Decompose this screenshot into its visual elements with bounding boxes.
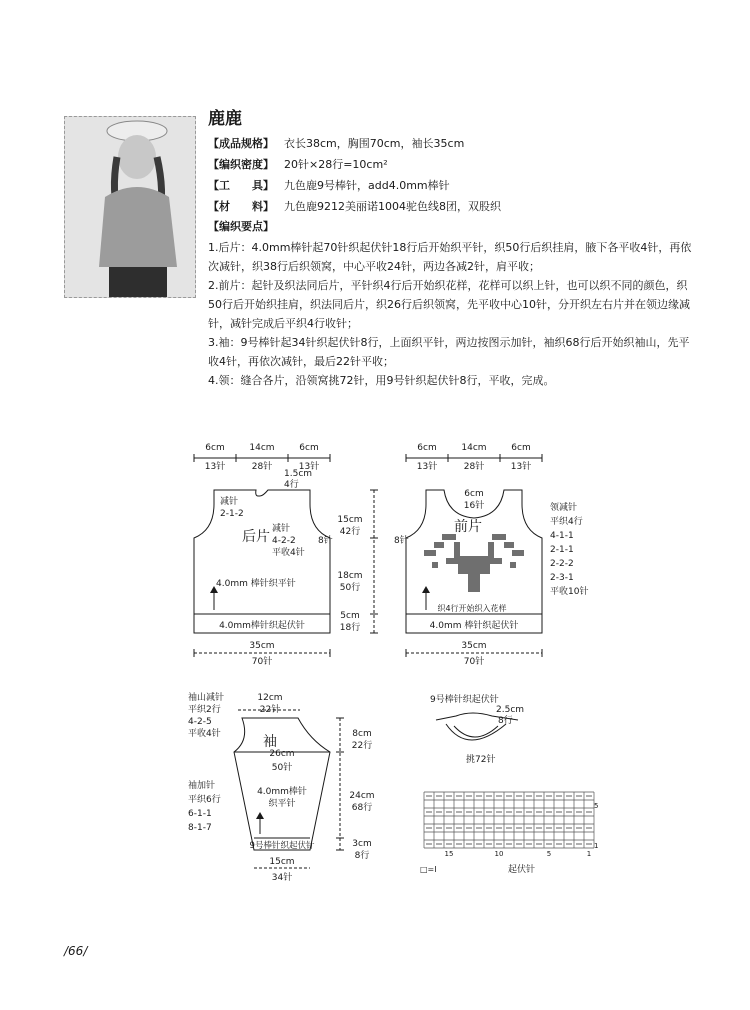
spec-tools <box>208 179 450 193</box>
back-rib-label: 4.0mm棒针织起伏针 <box>219 621 305 631</box>
back-top-st-right: 13针 <box>298 462 320 472</box>
sleeve-top-cm: 12cm <box>257 693 283 703</box>
front-piece-name: 前片 <box>454 519 482 535</box>
sleeve-inc-3: 6-1-1 <box>188 809 212 819</box>
front-width-st: 70针 <box>463 657 485 667</box>
sleeve-right-cm-3: 3cm <box>352 839 372 849</box>
back-arm-dec: 减针 <box>272 524 291 534</box>
front-pattern-note: 织4行开始织入花样 <box>437 604 507 613</box>
sleeve-bottom-st: 34针 <box>271 873 293 883</box>
sleeve-body-label-2: 织平针 <box>268 799 296 809</box>
spec-gauge-value: 20针×28行=10cm² <box>284 158 388 171</box>
spec-size-value: 衣长38cm，胸围70cm，袖长35cm <box>284 137 465 150</box>
requirement-collar: 4.领：缝合各片，沿领窝挑72针，用9号针织起伏针8行，平收，完成。 <box>208 374 555 387</box>
back-piece-diagram <box>180 438 390 668</box>
back-right-cm-2: 18cm <box>337 571 363 581</box>
back-right-rows-1: 42行 <box>339 527 361 537</box>
front-top-cm-right: 6cm <box>511 443 531 453</box>
back-top-st-mid: 28针 <box>251 462 273 472</box>
front-top-cm-mid: 14cm <box>461 443 487 453</box>
collar-pick: 挑72针 <box>466 755 496 765</box>
collar-diagram <box>418 690 538 770</box>
chart-row-num-1: 1 <box>594 842 599 850</box>
back-right-cm-3: 5cm <box>340 611 360 621</box>
sleeve-body-label-1: 4.0mm棒针 <box>257 787 307 797</box>
sleeve-rib-label: 9号棒针织起伏针 <box>249 841 315 851</box>
requirements-heading <box>208 220 284 234</box>
front-width-cm: 35cm <box>461 641 487 651</box>
requirements-label: 【编织要点】 <box>208 220 274 233</box>
back-arm-seq: 4-2-2 <box>272 536 296 546</box>
sleeve-cap-4: 平收4针 <box>188 729 221 739</box>
sleeve-top-st: 22针 <box>259 705 281 715</box>
back-neck-rows: 4行 <box>284 480 299 490</box>
front-neck-cm: 6cm <box>464 489 484 499</box>
front-neck-dec-2: 平织4行 <box>550 517 583 527</box>
front-top-st-left: 13针 <box>416 462 438 472</box>
requirement-back: 1.后片：4.0mm棒针起70针织起伏针18行后开始织平针，织50行后织挂肩，腋下各平收4针，再依次减针，织38行后织领窝，中心平收24针，两边各减2针，肩平收； <box>208 241 692 273</box>
front-neck-st: 16针 <box>463 501 485 511</box>
back-arm-bind: 平收4针 <box>272 548 305 558</box>
spec-tools-label: 【工 具】 <box>208 179 274 192</box>
sleeve-width-cm: 26cm <box>269 749 295 759</box>
back-piece-name: 后片 <box>242 529 270 545</box>
spec-materials <box>208 200 501 214</box>
spec-gauge-label: 【编织密度】 <box>208 158 274 171</box>
chart-row-num-5: 5 <box>594 802 599 810</box>
model-photo-illustration <box>65 117 195 297</box>
sleeve-inc-4: 8-1-7 <box>188 823 212 833</box>
requirement-front: 2.前片：起针及织法同后片，平针织4行后开始织花样，花样可以织上针，也可以织不同的颜色，织50行后开始织挂肩，织法同后片，织26行后织领窝，先平收中心10针，分开织左右片并在领边缘减针，减针完成后平织4行收针； <box>208 279 690 330</box>
chart-col-num-5: 5 <box>546 850 552 858</box>
sleeve-right-rows-1: 22行 <box>351 741 373 751</box>
sleeve-inc-title: 袖加针 <box>188 781 216 791</box>
sleeve-cap-title: 袖山减针 <box>188 693 225 703</box>
deer-motif <box>424 534 524 592</box>
collar-title: 9号棒针织起伏针 <box>430 695 499 705</box>
back-top-cm-left: 6cm <box>205 443 225 453</box>
back-width-cm: 35cm <box>249 641 275 651</box>
back-right-rows-2: 50行 <box>339 583 361 593</box>
sleeve-right-rows-2: 68行 <box>351 803 373 813</box>
front-top-st-mid: 28针 <box>463 462 485 472</box>
sleeve-inc-2: 平织6行 <box>188 795 221 805</box>
stitch-chart <box>418 786 608 878</box>
front-neck-dec-6: 2-3-1 <box>550 573 574 583</box>
front-neck-dec-4: 2-1-1 <box>550 545 574 555</box>
back-body-label: 4.0mm 棒针织平针 <box>216 579 296 589</box>
spec-materials-label: 【材 料】 <box>208 200 274 213</box>
page-number: /66/ <box>64 944 88 958</box>
back-top-st-left: 13针 <box>204 462 226 472</box>
back-dec-label: 减针 <box>220 497 239 507</box>
back-neck-cm: 1.5cm <box>284 469 313 479</box>
back-right-cm-1: 15cm <box>337 515 363 525</box>
model-photo <box>64 116 196 298</box>
spec-tools-value: 九色鹿9号棒针，add4.0mm棒针 <box>284 179 450 192</box>
front-piece-diagram <box>392 438 602 668</box>
back-right-rows-3: 18行 <box>339 623 361 633</box>
spec-gauge <box>208 158 388 172</box>
front-top-cm-left: 6cm <box>417 443 437 453</box>
pattern-title: 鹿鹿 <box>208 109 242 129</box>
back-top-cm-right: 6cm <box>299 443 319 453</box>
front-top-st-right: 13针 <box>510 462 532 472</box>
spec-size <box>208 137 464 151</box>
collar-height-rows: 8行 <box>498 716 513 726</box>
front-rib-label: 4.0mm 棒针织起伏针 <box>429 621 519 631</box>
sleeve-diagram <box>186 688 396 893</box>
back-top-cm-mid: 14cm <box>249 443 275 453</box>
sleeve-right-rows-3: 8行 <box>354 851 370 861</box>
collar-height-cm: 2.5cm <box>496 705 525 715</box>
chart-col-num-1: 1 <box>586 850 592 858</box>
sleeve-cap-2: 平织2行 <box>188 705 221 715</box>
chart-legend: □=Ⅰ <box>420 865 437 874</box>
front-neck-dec-3: 4-1-1 <box>550 531 574 541</box>
sleeve-right-cm-1: 8cm <box>352 729 372 739</box>
front-neck-dec-title: 领减针 <box>550 503 578 513</box>
sleeve-bottom-cm: 15cm <box>269 857 295 867</box>
front-neck-dec-5: 2-2-2 <box>550 559 574 569</box>
requirement-sleeve: 3.袖：9号棒针起34针织起伏针8行，上面织平针，两边按图示加针，袖织68行后开始织袖山，先平收4针，再依次减针，最后22针平收； <box>208 336 690 368</box>
chart-col-num-15: 15 <box>444 850 454 858</box>
spec-materials-value: 九色鹿9212美丽诺1004驼色线8团，双股织 <box>284 200 501 213</box>
sleeve-width-st: 50针 <box>271 763 293 773</box>
front-side-sts: 8针 <box>394 536 409 546</box>
back-width-st: 70针 <box>251 657 273 667</box>
sleeve-right-cm-2: 24cm <box>349 791 375 801</box>
back-side-sts: 8针 <box>318 536 333 546</box>
page-number-value: 66 <box>68 944 84 958</box>
front-neck-dec-7: 平收10针 <box>550 587 589 597</box>
chart-caption: 起伏针 <box>508 865 536 875</box>
sleeve-piece-name: 袖 <box>263 734 277 750</box>
chart-col-num-10: 10 <box>494 850 504 858</box>
back-dec-seq: 2-1-2 <box>220 509 244 519</box>
requirements-list <box>208 238 700 390</box>
sleeve-cap-3: 4-2-5 <box>188 717 212 727</box>
spec-size-label: 【成品规格】 <box>208 137 274 150</box>
